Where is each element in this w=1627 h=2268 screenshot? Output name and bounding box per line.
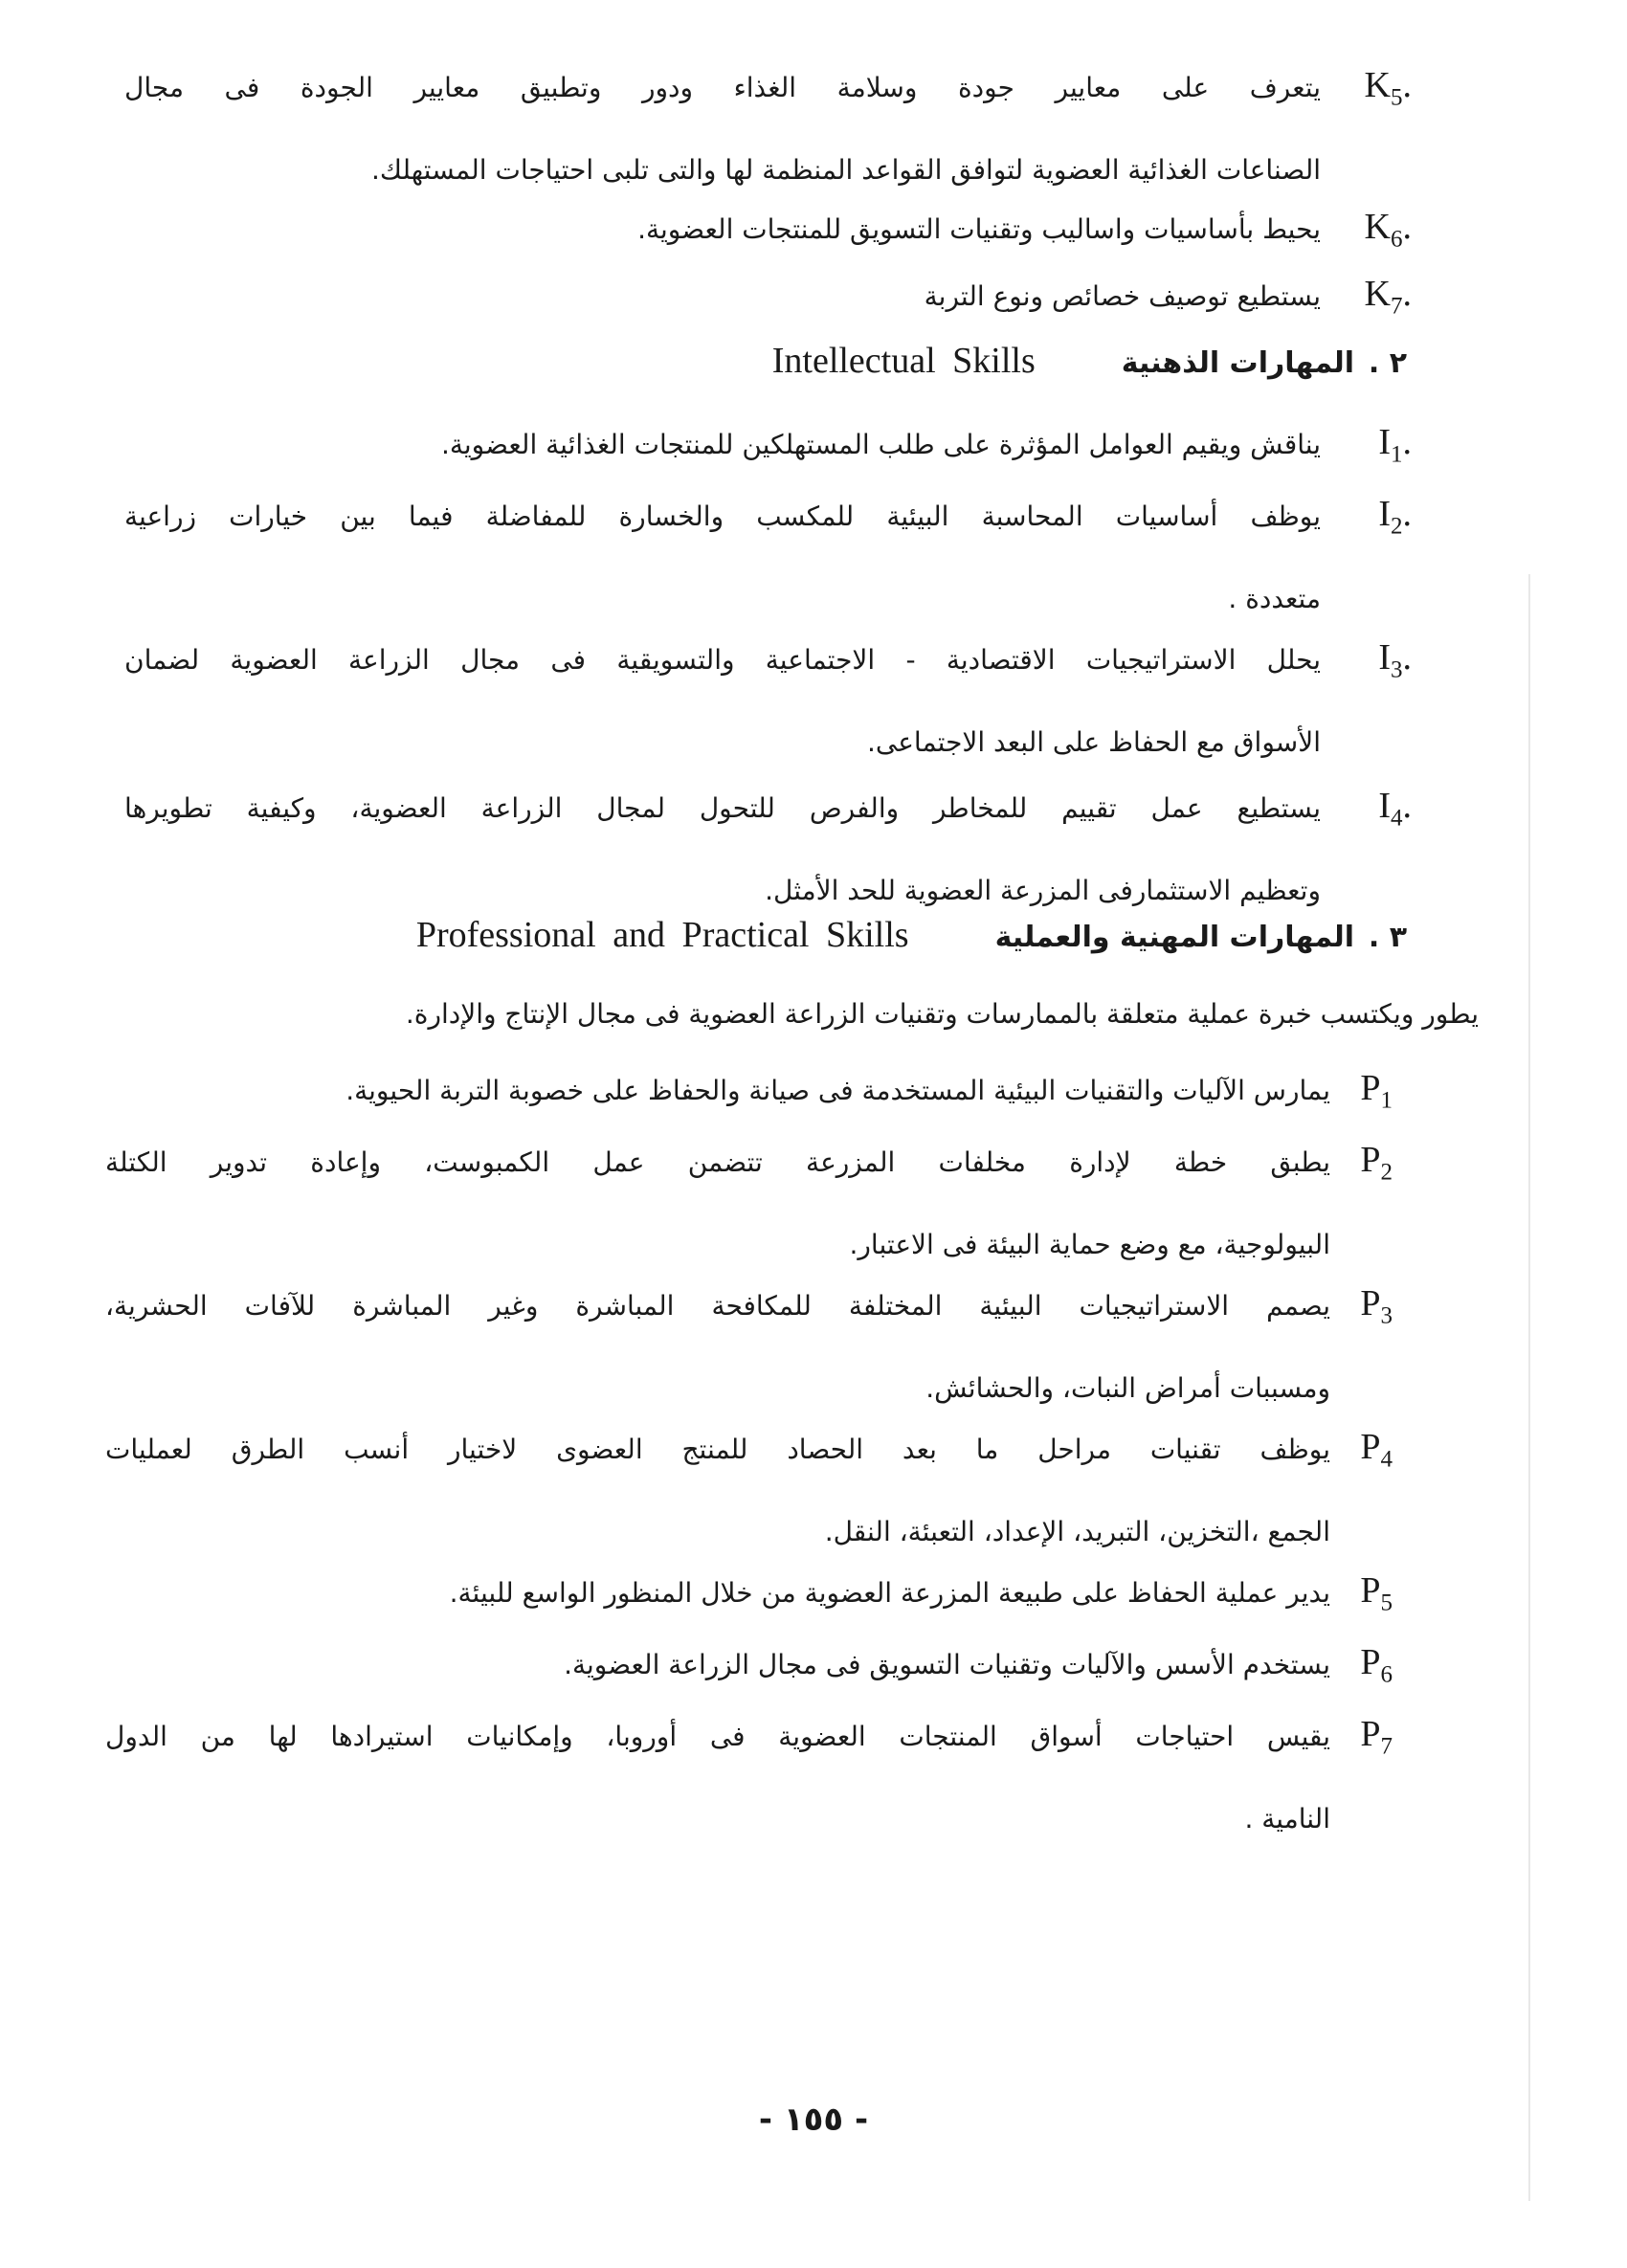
item-text-continued: الصناعات الغذائية العضوية لتوافق القواعد المنظمة لها والتى تلبى احتياجات المستهلك. [370, 153, 1321, 186]
item-text: يحلل الاستراتيجيات الاقتصادية - الاجتماعية والتسويقية فى مجال الزراعة العضوية لضمان [124, 644, 1321, 676]
item-text: يدير عملية الحفاظ على طبيعة المزرعة العضوية من خلال المنظور الواسع للبيئة. [449, 1577, 1330, 1609]
item-code: $I_1$. [1378, 422, 1412, 468]
intellectual-item-i3 [124, 622, 1412, 778]
item-text: يستطيع عمل تقييم للمخاطر والفرص للتحول لمجال الزراعة العضوية، وكيفية تطويرها [124, 792, 1321, 824]
item-code: $P_5$ [1360, 1570, 1393, 1616]
item-text-continued: البيولوجية، مع وضع حماية البيئة فى الاعتبار. [849, 1228, 1330, 1260]
practical-item-p2 [105, 1124, 1393, 1280]
item-text: يصمم الاستراتيجيات البيئية المختلفة للمكافحة المباشرة وغير المباشرة للآفات الحشرية، [105, 1290, 1330, 1322]
item-code: $P_6$ [1360, 1642, 1393, 1688]
item-code: $K_6$. [1364, 207, 1412, 253]
item-text: يوظف أساسيات المحاسبة البيئية للمكسب والخسارة للمفاضلة فيما بين خيارات زراعية [124, 500, 1321, 532]
practical-item-p4 [105, 1412, 1393, 1568]
item-text: يناقش ويقيم العوامل المؤثرة على طلب المستهلكين للمنتجات الغذائية العضوية. [440, 429, 1321, 460]
item-text-continued: متعددة . [1228, 582, 1321, 614]
item-text: يطبق خطة لإدارة مخلفات المزرعة تتضمن عمل الكمبوست، وإعادة تدوير الكتلة [105, 1146, 1330, 1178]
section-title-english: Professional and Practical Skills [415, 915, 909, 955]
item-text: يستطيع توصيف خصائص ونوع التربة [924, 280, 1321, 312]
intellectual-item-i2 [124, 478, 1412, 634]
item-code: $K_5$. [1364, 65, 1412, 111]
item-text: يمارس الآليات والتقنيات البيئية المستخدمة فى صيانة والحفاظ على خصوبة التربة الحيوية. [345, 1075, 1330, 1106]
section-intro: يطور ويكتسب خبرة عملية متعلقة بالممارسات وتقنيات الزراعة العضوية فى مجال الإنتاج والإدارة. [405, 998, 1479, 1030]
item-code: $P_2$ [1360, 1140, 1393, 1186]
item-code: $I_3$. [1378, 637, 1412, 683]
item-text: يقيس احتياجات أسواق المنتجات العضوية فى أوروبا، وإمكانيات استيرادها لها من الدول [105, 1721, 1330, 1752]
practical-item-p7 [105, 1699, 1393, 1855]
section-heading-intellectual [120, 340, 1407, 382]
item-text: يوظف تقنيات مراحل ما بعد الحصاد للمنتج العضوى لاختيار أنسب الطرق لعمليات [105, 1434, 1330, 1465]
item-code: $P_1$ [1360, 1068, 1393, 1114]
section-number: ٢ . [1368, 346, 1407, 380]
item-code: $I_2$. [1378, 494, 1412, 540]
item-code: $P_3$ [1360, 1283, 1393, 1329]
intellectual-item-i4 [124, 770, 1412, 926]
practical-item-p3 [105, 1268, 1393, 1424]
item-code: $P_7$ [1360, 1714, 1393, 1760]
section-title-arabic: المهارات المهنية والعملية [994, 921, 1354, 954]
knowledge-item-k7 [124, 258, 1412, 343]
section-number: ٣ . [1368, 921, 1407, 954]
item-text-continued: ومسببات أمراض النبات، والحشائش. [925, 1371, 1330, 1404]
item-code: $K_7$. [1364, 274, 1412, 320]
item-text-continued: الأسواق مع الحفاظ على البعد الاجتماعى. [866, 725, 1321, 758]
section-heading-professional [120, 914, 1407, 956]
item-code: $P_4$ [1360, 1427, 1393, 1473]
knowledge-item-k5 [124, 50, 1412, 206]
item-text-continued: الجمع ،التخزين، التبريد، الإعداد، التعبئة، النقل. [824, 1515, 1330, 1547]
item-text: يحيط بأساسيات واساليب وتقنيات التسويق للمنتجات العضوية. [637, 213, 1321, 245]
item-text-continued: النامية . [1244, 1802, 1330, 1834]
item-text: يتعرف على معايير جودة وسلامة الغذاء ودور وتطبيق معايير الجودة فى مجال [124, 72, 1321, 103]
section-title-english: Intellectual Skills [771, 341, 1036, 381]
item-text: يستخدم الأسس والآليات وتقنيات التسويق فى مجال الزراعة العضوية. [564, 1649, 1330, 1680]
page-number: - ١٥٥ - [758, 2101, 869, 2139]
item-code: $I_4$. [1378, 786, 1412, 832]
section-title-arabic: المهارات الذهنية [1121, 346, 1354, 380]
item-text-continued: وتعظيم الاستثمارفى المزرعة العضوية للحد الأمثل. [765, 874, 1321, 906]
scan-edge-line [1528, 574, 1530, 2201]
